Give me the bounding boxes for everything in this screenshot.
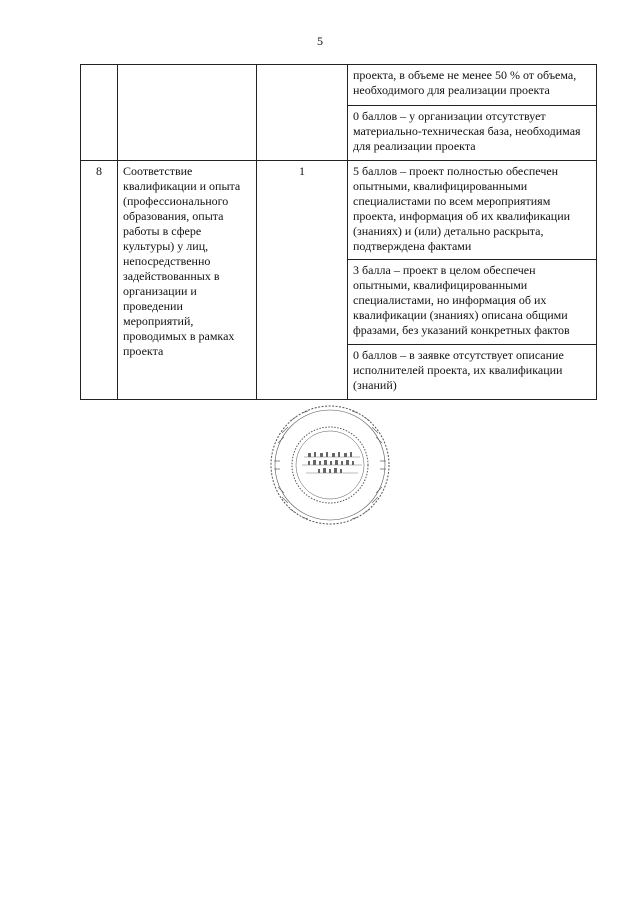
score-cell: 0 баллов – в заявке отсутствует описание исполнителей проекта, их квалификации (знаний): [348, 345, 597, 400]
table-row: [81, 65, 597, 106]
criterion-cell: [118, 65, 257, 161]
row-number-cell: 8: [81, 161, 118, 400]
row-number-cell: [81, 65, 118, 161]
score-cell: 3 балла – проект в целом обеспечен опытными, квалифицированными специалистами, но информация об их квалификации (знаниях) описана общими фразами, без указаний конкретных фактов: [348, 260, 597, 345]
criteria-table: [80, 64, 597, 400]
score-cell: 5 баллов – проект полностью обеспечен опытными, квалифицированными специалистами по всем мероприятиям проекта, информация об их квалификации (знаниях) и (или) детально раскрыта, подтверждена фактами: [348, 161, 597, 260]
criterion-cell: Соответствие квалификации и опыта (профессионального образования, опыта работы в сфере культуры) у лиц, непосредственно задействованных в организации и проведении мероприятий, проводимых в рамках проекта: [118, 161, 257, 400]
weight-cell: [257, 65, 348, 161]
page-number: 5: [317, 34, 323, 48]
official-seal-stamp: [268, 403, 392, 527]
score-cell: проекта, в объеме не менее 50 % от объема, необходимого для реализации проекта: [348, 65, 597, 106]
table-row: [81, 161, 597, 260]
weight-cell: 1: [257, 161, 348, 400]
score-cell: 0 баллов – у организации отсутствует материально-техническая база, необходимая для реализации проекта: [348, 106, 597, 161]
